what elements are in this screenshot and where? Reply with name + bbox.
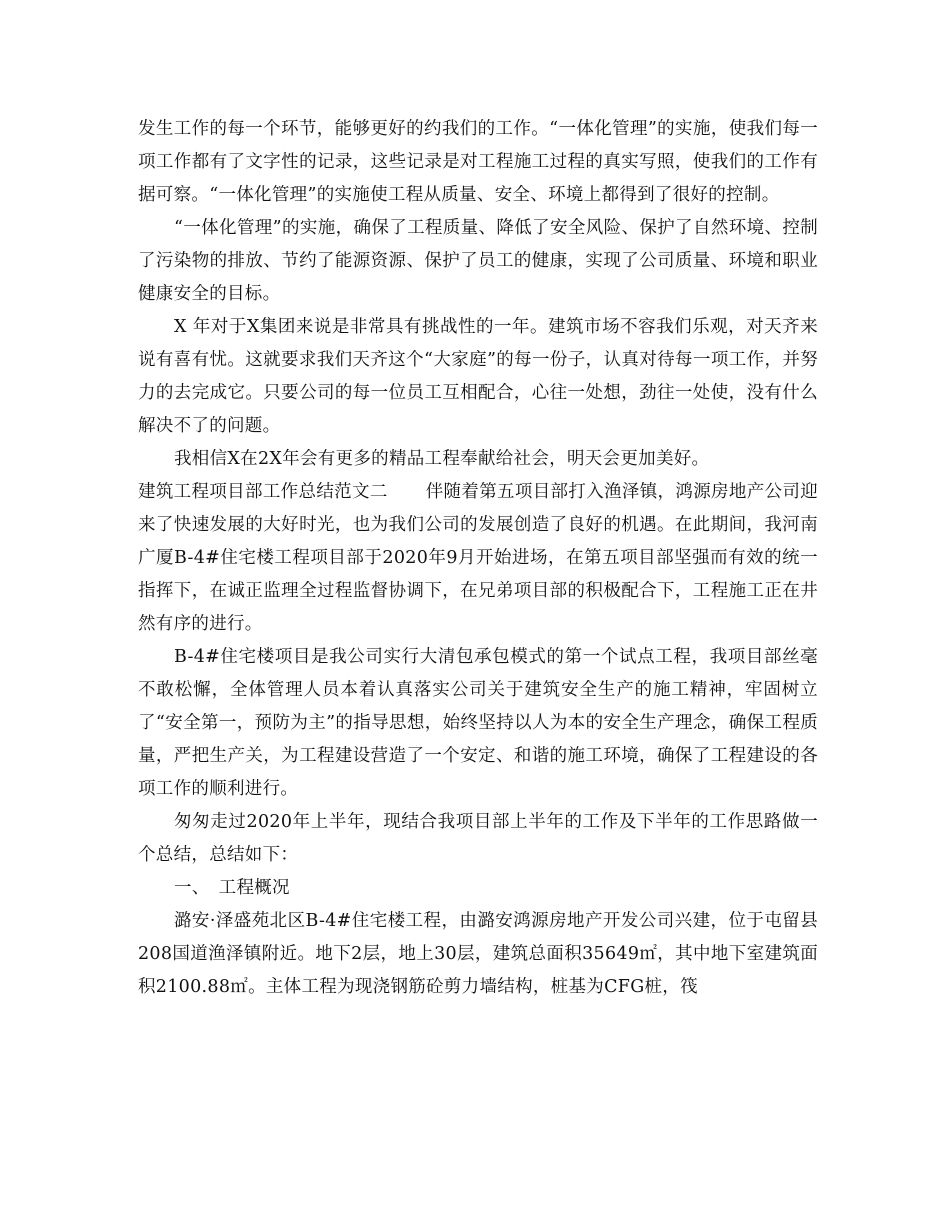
paragraph-future-outlook: 我相信X在2X年会有更多的精品工程奉献给社会，明天会更加美好。	[174, 449, 710, 469]
paragraph-half-year-summary: 匆匆走过2020年上半年，现结合我项目部上半年的工作及下半年的工作思路做一个总结，总结如下：	[138, 812, 818, 865]
section-title: 建筑工程项目部工作总结范文二	[138, 482, 388, 502]
section-two-paragraph	[138, 476, 818, 641]
paragraph-management-benefits: 发生工作的每一个环节，能够更好的约我们的工作。“一体化管理”的实施，使我们每一项工作都有了文字性的记录，这些记录是对工程施工过程的真实写照，使我们的工作有据可察。“一体化管理”的实施使工程从质量、安全、环境上都得到了很好的控制。	[138, 119, 818, 205]
paragraph-integrated-management-results: “一体化管理”的实施，确保了工程质量、降低了安全风险、保护了自然环境、控制了污染物的排放、节约了能源资源、保护了员工的健康，实现了公司质量、环境和职业健康安全的目标。	[138, 218, 818, 304]
document-body	[138, 113, 818, 1004]
section-intro: 伴随着第五项目部打入渔泽镇，鸿源房地产公司迎来了快速发展的大好时光，也为我们公司的发展创造了良好的机遇。在此期间，我河南广厦B-4#住宅楼工程项目部于2020年9月开始进场，在第五项目部坚强而有效的统一指挥下，在诚正监理全过程监督协调下，在兄弟项目部的积极配合下，工程施工正在井然有序的进行。	[138, 482, 818, 634]
heading-project-overview: 一、 工程概况	[174, 878, 290, 898]
paragraph-project-details: 潞安·泽盛苑北区B-4#住宅楼工程，由潞安鸿源房地产开发公司兴建，位于屯留县208国道渔泽镇附近。地下2层，地上30层，建筑总面积35649㎡，其中地下室建筑面积2100.88㎡。主体工程为现浇钢筋砼剪力墙结构，桩基为CFG桩，筏	[138, 911, 818, 997]
paragraph-pilot-project: B-4#住宅楼项目是我公司实行大清包承包模式的第一个试点工程，我项目部丝毫不敢松懈，全体管理人员本着认真落实公司关于建筑安全生产的施工精神，牢固树立了“安全第一，预防为主”的指导思想，始终坚持以人为本的安全生产理念，确保工程质量，严把生产关，为工程建设营造了一个安定、和谐的施工环境，确保了工程建设的各项工作的顺利进行。	[138, 647, 818, 799]
paragraph-year-challenge: X 年对于X集团来说是非常具有挑战性的一年。建筑市场不容我们乐观，对天齐来说有喜有忧。这就要求我们天齐这个“大家庭”的每一份子，认真对待每一项工作，并努力的去完成它。只要公司的每一位员工互相配合，心往一处想，劲往一处使，没有什么解决不了的问题。	[138, 317, 818, 436]
